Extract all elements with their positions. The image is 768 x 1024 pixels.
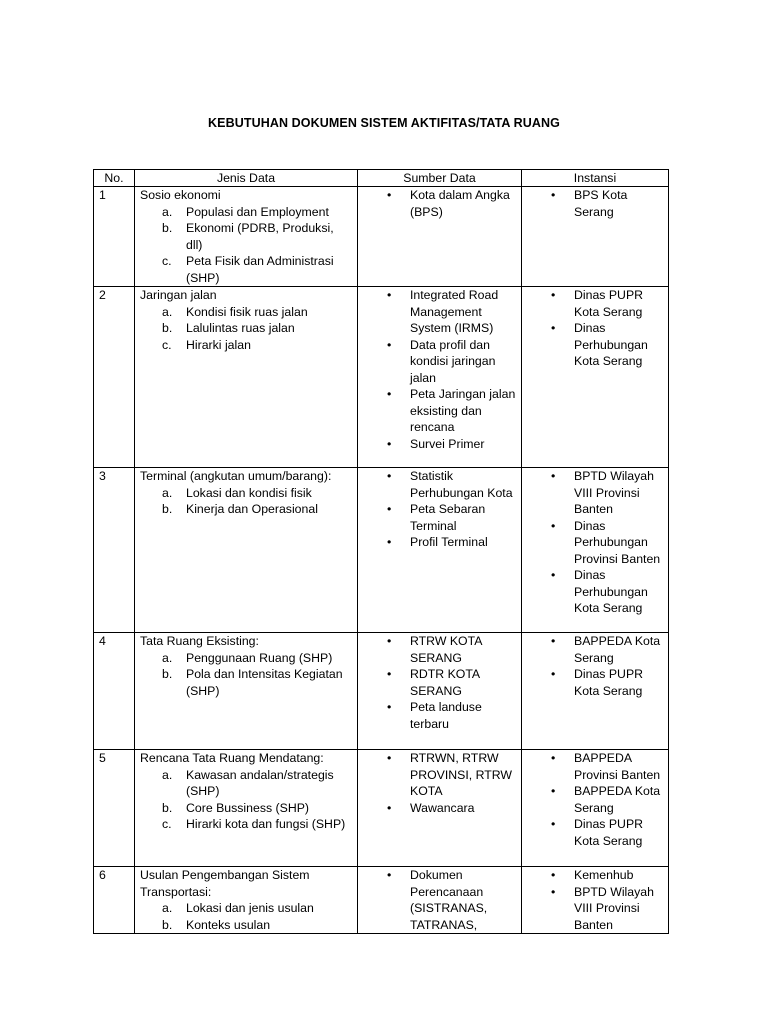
list-item-text: BPTD Wilayah VIII Provinsi Banten [574,469,654,516]
list-marker: b. [162,667,173,681]
jenis-data-list [140,485,352,518]
row-number: 3 [94,468,135,633]
list-marker: c. [162,337,172,352]
list-item-text: Dinas Perhubungan Kota Serang [574,321,648,368]
sumber-data-cell [358,468,522,633]
list-marker: c. [162,254,172,268]
list-marker: b. [162,800,173,815]
row-number: 2 [94,287,135,468]
bullet-icon: • [551,188,556,202]
table-header-row [94,170,669,187]
instansi-cell [522,187,669,287]
list-item-text: Lokasi dan jenis usulan [186,901,314,915]
header-sumber-data: Sumber Data [358,170,522,187]
list-item [140,304,352,321]
bullet-icon: • [551,784,556,798]
bullet-icon: • [387,387,392,401]
list-item [527,567,663,617]
jenis-data-cell [135,187,358,287]
list-item [527,468,663,518]
jenis-data-title: Sosio ekonomi [140,188,221,202]
table-row [94,750,669,867]
table-row [94,468,669,633]
header-instansi: Instansi [522,170,669,187]
list-item-text: Lokasi dan kondisi fisik [186,485,312,500]
jenis-data-list [140,204,352,287]
sumber-list [363,468,516,551]
list-item-text: Peta Fisik dan Administrasi (SHP) [186,254,334,285]
list-item-text: Penggunaan Ruang (SHP) [186,650,333,665]
row-number: 1 [94,187,135,287]
list-item [527,666,663,699]
list-item [363,666,516,699]
list-item-text: Konteks usulan [186,917,271,932]
sumber-list [363,287,516,452]
jenis-data-cell [135,750,358,867]
sumber-data-cell [358,287,522,468]
list-item-text: RDTR KOTA SERANG [410,667,480,698]
list-item [140,767,352,800]
bullet-icon: • [387,288,392,302]
instansi-cell [522,287,669,468]
list-item-text: Profil Terminal [410,535,488,549]
bullet-icon: • [387,634,392,648]
bullet-icon: • [551,751,556,765]
list-item [363,501,516,534]
list-item-text: Core Bussiness (SHP) [186,800,310,815]
bullet-icon: • [387,667,392,681]
list-item-text: Integrated Road Management System (IRMS) [410,288,499,335]
sumber-list [363,750,516,816]
bullet-icon: • [551,518,556,533]
row-number: 5 [94,750,135,867]
list-item [363,468,516,501]
list-item-text: Pola dan Intensitas Kegiatan (SHP) [186,667,343,698]
list-item [140,501,352,518]
list-item-text: Kinerja dan Operasional [186,502,318,516]
list-item-text: Kota dalam Angka (BPS) [410,188,510,219]
list-item-text: Kondisi fisik ruas jalan [186,304,308,319]
list-marker: b. [162,321,173,335]
bullet-icon: • [551,667,556,681]
list-item-text: BAPPEDA Kota Serang [574,784,661,815]
list-item-text: Survei Primer [410,436,485,451]
list-item [527,750,663,783]
list-item [527,633,663,666]
list-item [527,518,663,568]
list-marker: a. [162,204,173,219]
list-item [527,783,663,816]
bullet-icon: • [387,436,392,451]
list-item-text: Ekonomi (PDRB, Produksi, dll) [186,221,334,252]
list-item-text: Statistik Perhubungan Kota [410,469,513,500]
jenis-data-cell [135,468,358,633]
sumber-list [363,633,516,732]
jenis-data-cell [135,867,358,934]
list-item [363,867,516,933]
list-item-text: Peta Jaringan jalan eksisting dan rencana [410,387,516,434]
instansi-cell [522,633,669,750]
list-marker: b. [162,502,173,516]
sumber-list [363,187,516,220]
list-item-text: BPS Kota Serang [574,188,628,219]
list-item-text: Wawancara [410,800,475,815]
list-item [527,884,663,934]
list-marker: a. [162,901,173,915]
sumber-list [363,867,516,933]
list-item-text: Dinas PUPR Kota Serang [574,817,644,848]
instansi-list [527,468,663,617]
list-item [140,650,352,667]
list-item [140,917,352,934]
sumber-data-cell [358,633,522,750]
list-item [527,320,663,370]
bullet-icon: • [551,568,556,582]
row-number: 4 [94,633,135,750]
list-item [140,485,352,502]
list-item [527,867,663,884]
list-item [140,337,352,354]
bullet-icon: • [387,188,392,202]
jenis-data-title: Rencana Tata Ruang Mendatang: [140,751,324,765]
bullet-icon: • [551,469,556,483]
list-marker: c. [162,817,172,831]
list-marker: a. [162,485,173,500]
bullet-icon: • [387,535,392,549]
list-item [363,287,516,337]
jenis-data-list [140,304,352,354]
list-item-text: Dinas Perhubungan Provinsi Banten [574,518,661,566]
list-item-text: Peta Sebaran Terminal [410,502,486,533]
list-item-text: RTRW KOTA SERANG [410,634,482,665]
list-item [363,800,516,817]
list-item-text: Dokumen Perencanaan (SISTRANAS, TATRANAS, [410,868,488,932]
list-item-text: Hirarki jalan [186,337,251,352]
list-item-text: RTRWN, RTRW PROVINSI, RTRW KOTA [410,751,513,798]
table-row [94,187,669,287]
table-row [94,867,669,934]
jenis-data-cell [135,633,358,750]
list-item-text: Data profil dan kondisi jaringan jalan [410,337,496,385]
jenis-data-list [140,650,352,700]
data-requirements-table [93,169,669,934]
jenis-data-title: Usulan Pengembangan Sistem Transportasi: [140,868,310,899]
list-item-text: Populasi dan Employment [186,204,329,219]
sumber-data-cell [358,750,522,867]
instansi-cell [522,750,669,867]
list-item [140,320,352,337]
list-item [363,337,516,387]
bullet-icon: • [551,868,556,882]
bullet-icon: • [387,868,392,882]
bullet-icon: • [551,884,556,899]
instansi-cell [522,867,669,934]
list-item-text: Hirarki kota dan fungsi (SHP) [186,817,346,831]
sumber-data-cell [358,867,522,934]
document-title: KEBUTUHAN DOKUMEN SISTEM AKTIFITAS/TATA RUANG [208,116,560,130]
list-item [140,220,352,253]
list-marker: b. [162,917,173,932]
list-item [363,534,516,551]
list-item-text: Kemenhub [574,868,634,882]
instansi-list [527,633,663,699]
instansi-list [527,187,663,220]
list-item-text: Dinas Perhubungan Kota Serang [574,568,648,615]
instansi-list [527,867,663,933]
row-number: 6 [94,867,135,934]
list-item [363,633,516,666]
list-item [363,699,516,732]
instansi-list [527,287,663,370]
list-item [140,666,352,699]
bullet-icon: • [387,751,392,765]
bullet-icon: • [551,634,556,648]
list-item [140,253,352,286]
list-item [140,204,352,221]
list-item [527,187,663,220]
header-no: No. [94,170,135,187]
list-item [140,816,352,833]
instansi-list [527,750,663,849]
list-item-text: BAPPEDA Kota Serang [574,634,661,665]
instansi-cell [522,468,669,633]
bullet-icon: • [387,502,392,516]
sumber-data-cell [358,187,522,287]
list-marker: a. [162,650,173,665]
list-item [363,187,516,220]
jenis-data-title: Tata Ruang Eksisting: [140,634,259,648]
list-item [527,816,663,849]
list-item-text: Kawasan andalan/strategis (SHP) [186,767,334,798]
bullet-icon: • [387,469,392,483]
table-row [94,287,669,468]
jenis-data-list [140,767,352,833]
list-item-text: Lalulintas ruas jalan [186,321,295,335]
list-item-text: Peta landuse terbaru [410,700,482,731]
list-item [363,750,516,800]
bullet-icon: • [551,288,556,302]
jenis-data-cell [135,287,358,468]
list-item-text: Dinas PUPR Kota Serang [574,288,644,319]
bullet-icon: • [387,700,392,714]
list-item [527,287,663,320]
list-item [363,436,516,453]
list-item-text: BAPPEDA Provinsi Banten [574,751,661,782]
list-item [363,386,516,436]
bullet-icon: • [551,321,556,335]
bullet-icon: • [551,817,556,831]
jenis-data-list [140,900,352,933]
list-item [140,900,352,917]
table-row [94,633,669,750]
list-marker: b. [162,221,173,235]
header-jenis-data: Jenis Data [135,170,358,187]
list-marker: a. [162,767,173,782]
bullet-icon: • [387,800,392,815]
bullet-icon: • [387,337,392,352]
list-item [140,800,352,817]
list-item-text: BPTD Wilayah VIII Provinsi Banten [574,884,654,932]
list-marker: a. [162,304,173,319]
jenis-data-title: Jaringan jalan [140,288,217,302]
jenis-data-title: Terminal (angkutan umum/barang): [140,469,332,483]
list-item-text: Dinas PUPR Kota Serang [574,667,644,698]
